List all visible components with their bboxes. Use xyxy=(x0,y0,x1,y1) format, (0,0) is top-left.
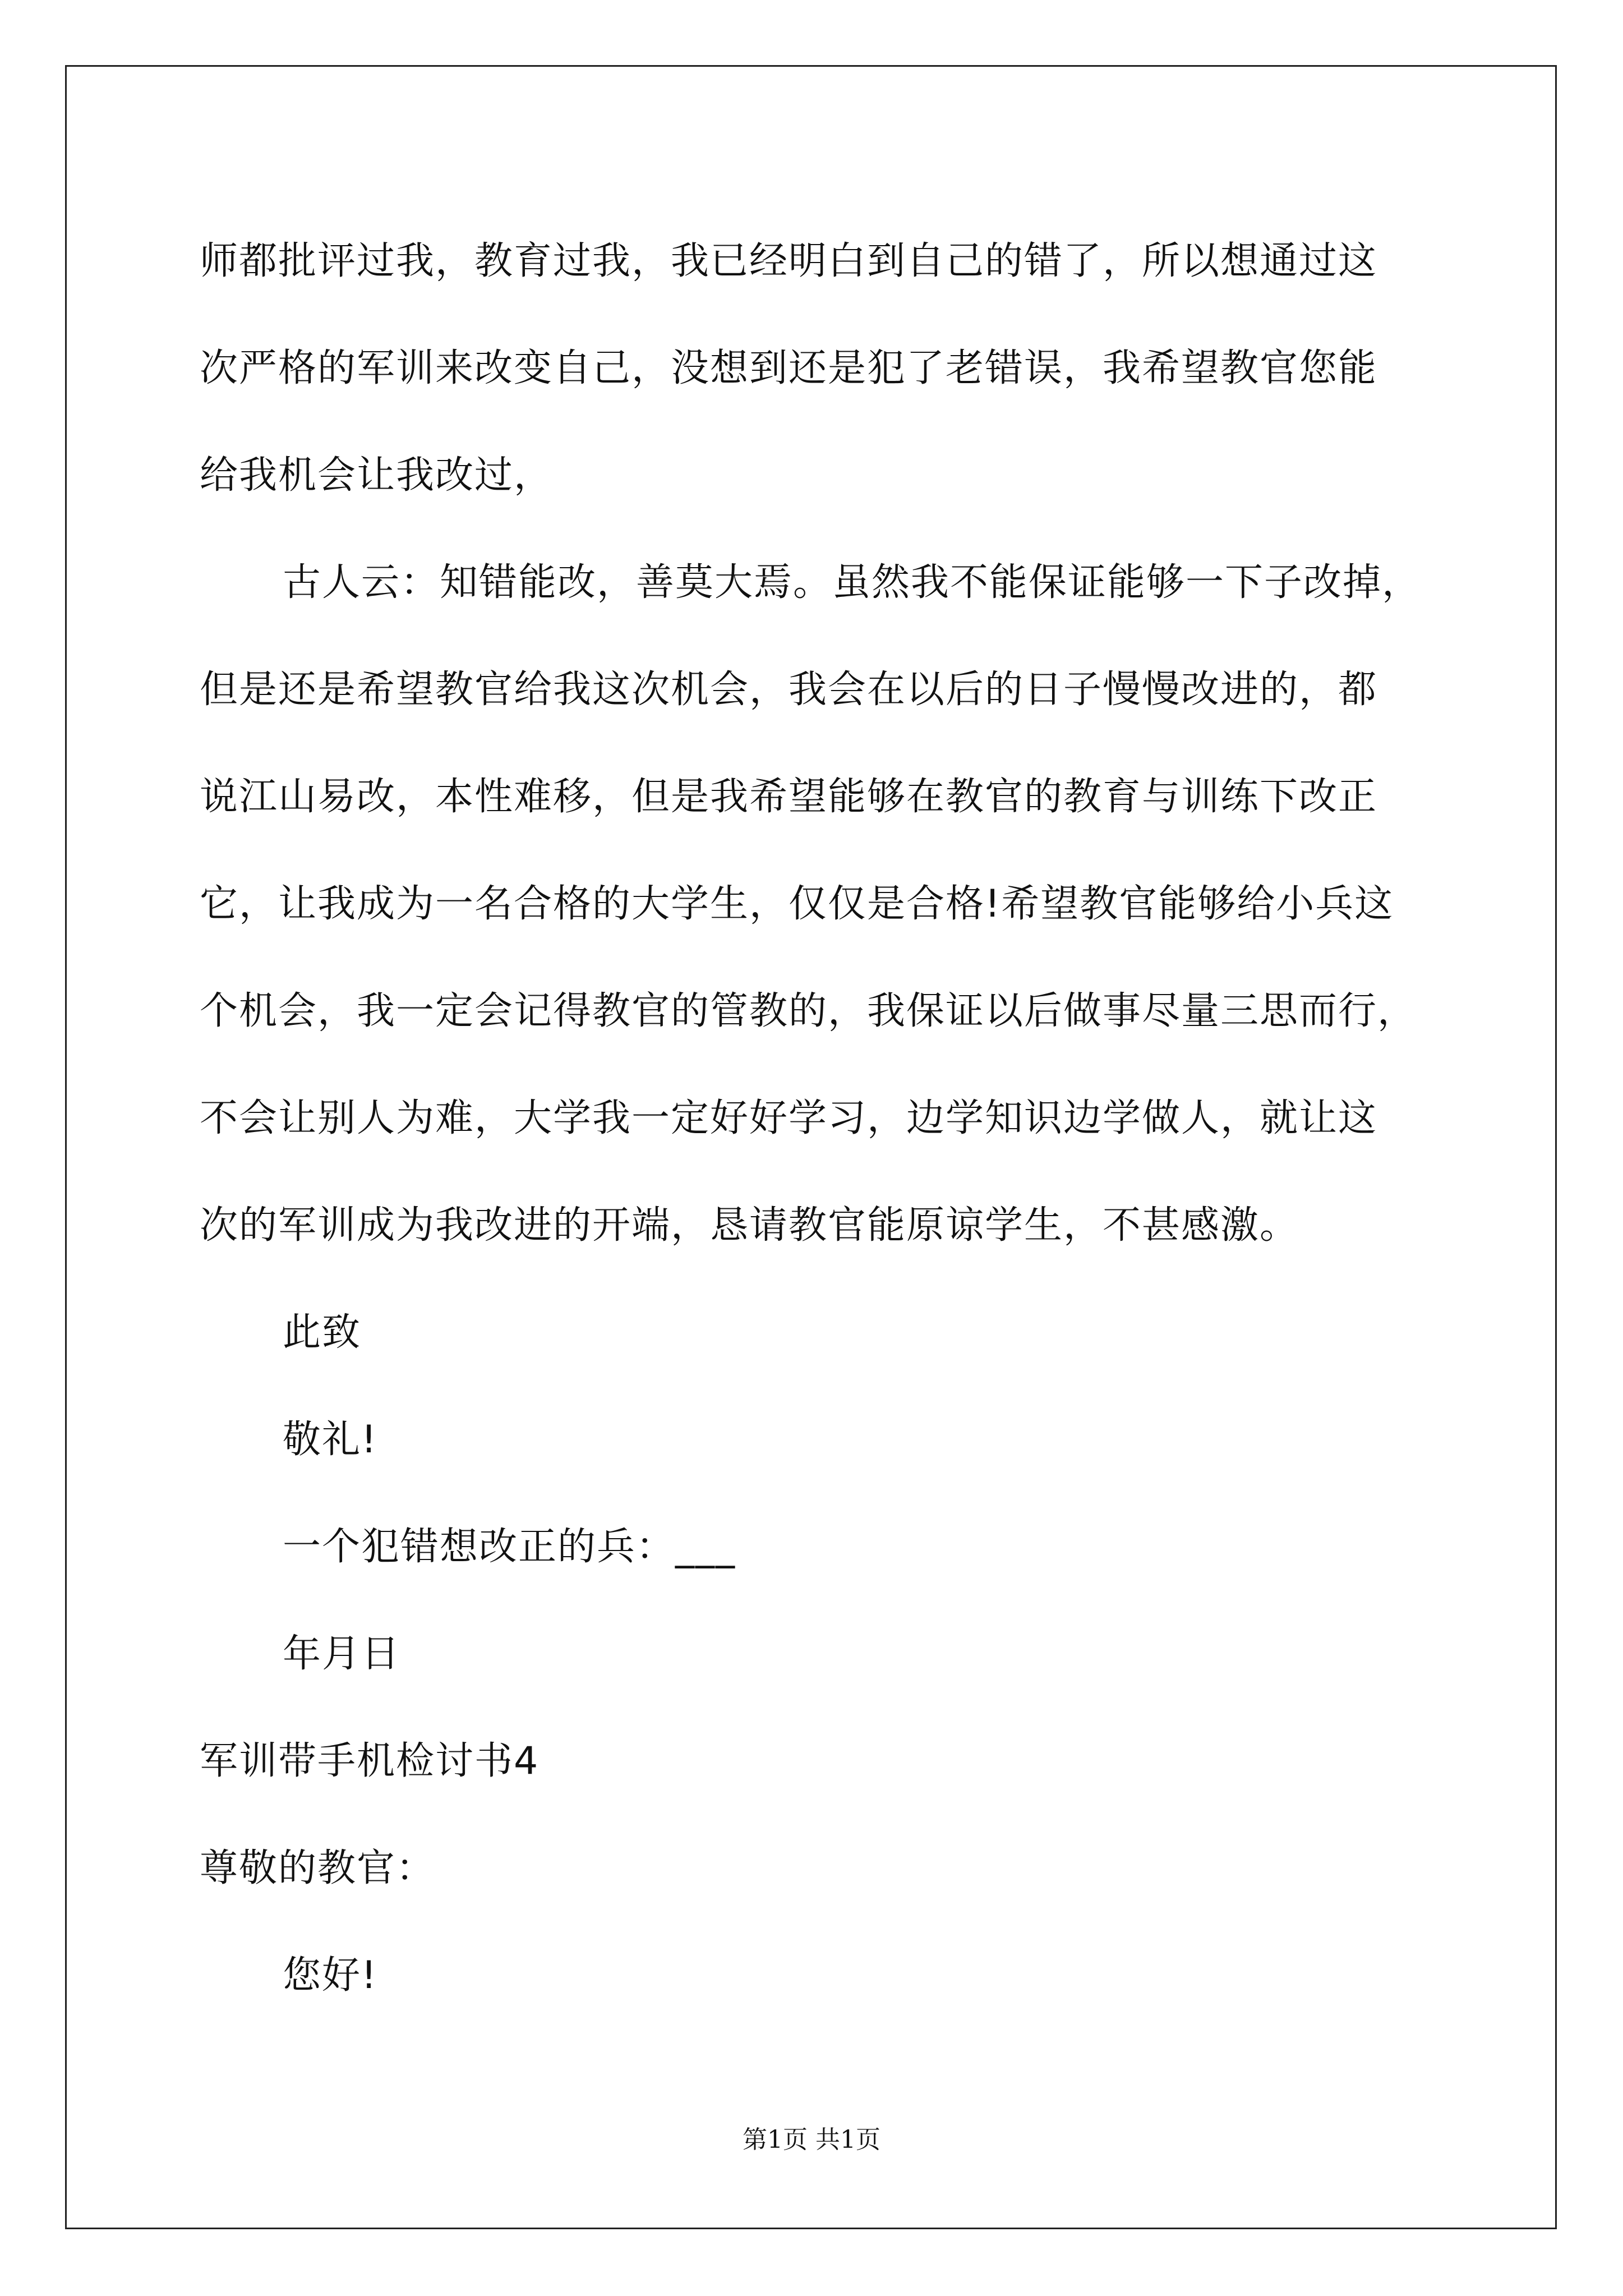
paragraph-line: 个机会，我一定会记得教官的管教的，我保证以后做事尽量三思而行， xyxy=(200,989,1417,1033)
document-body xyxy=(200,208,1424,2029)
greeting: 您好! xyxy=(283,1953,378,1998)
paragraph-line: 师都批评过我，教育过我，我已经明白到自己的错了，所以想通过这 xyxy=(200,239,1378,283)
paragraph-line: 它，让我成为一名合格的大学生，仅仅是合格!希望教官能够给小兵这 xyxy=(200,882,1394,926)
section-title: 军训带手机检讨书4 xyxy=(200,1739,540,1783)
paragraph-line: 不会让别人为难，大学我一定好好学习，边学知识边学做人，就让这 xyxy=(200,1096,1378,1140)
paragraph-line: 给我机会让我改过， xyxy=(200,453,554,498)
paragraph-line: 次的军训成为我改进的开端，恳请教官能原谅学生，不甚感激。 xyxy=(200,1203,1299,1248)
paragraph-line: 说江山易改，本性难移，但是我希望能够在教官的教育与训练下改正 xyxy=(200,775,1378,819)
page-footer: 第1页 共1页 xyxy=(743,2125,880,2154)
signature-line: 一个犯错想改正的兵：___ xyxy=(283,1525,736,1569)
paragraph-line: 但是还是希望教官给我这次机会，我会在以后的日子慢慢改进的，都 xyxy=(200,668,1378,712)
date-line: 年月日 xyxy=(283,1632,401,1676)
paragraph-line: 古人云：知错能改，善莫大焉。虽然我不能保证能够一下子改掉， xyxy=(283,560,1422,605)
greeting-recipient: 尊敬的教官： xyxy=(200,1846,436,1890)
paragraph-line: 次严格的军训来改变自己，没想到还是犯了老错误，我希望教官您能 xyxy=(200,346,1378,390)
closing-salutation: 此致 xyxy=(283,1310,362,1355)
closing-regards: 敬礼! xyxy=(283,1418,378,1462)
